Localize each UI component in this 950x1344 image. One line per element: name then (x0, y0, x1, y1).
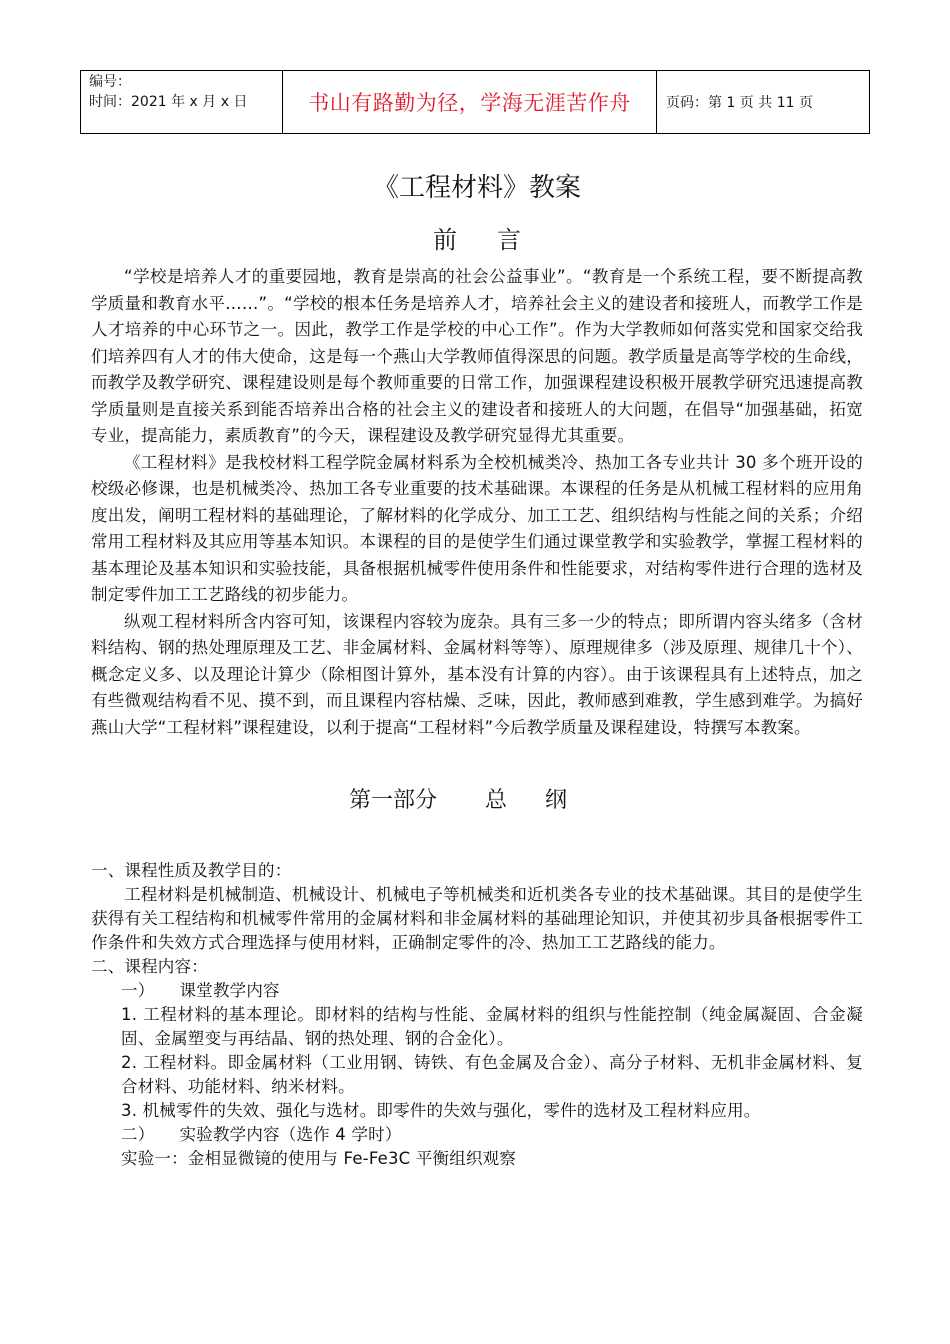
header-motto: 书山有路勤为径，学海无涯苦作舟 (283, 71, 657, 133)
header-meta-cell (81, 71, 283, 133)
document-number-label: 编号： (89, 74, 131, 90)
content-item-1: 1. 工程材料的基本理论。即材料的结构与性能、金属材料的组织与性能控制（纯金属凝固、合金凝固、金属塑变与再结晶、钢的热处理、钢的合金化）。 (121, 1005, 863, 1048)
experiment-item-1: 实验一：金相显微镜的使用与 Fe-Fe3C 平衡组织观察 (121, 1149, 517, 1168)
content-item-2: 2. 工程材料。即金属材料（工业用钢、铸铁、有色金属及合金）、高分子材料、无机非金属材料、复合材料、功能材料、纳米材料。 (121, 1053, 863, 1096)
document-body (91, 168, 863, 1171)
preface-title: 前言 (433, 226, 561, 254)
subsection-classroom: 一） 课堂教学内容 (121, 981, 280, 1000)
preface-paragraph-1: “学校是培养人才的重要园地，教育是崇高的社会公益事业”。“教育是一个系统工程，要不断提高教学质量和教育水平……”。“学校的根本任务是培养人才，培养社会主义的建设者和接班人，而教学工作是人才培养的中心环节之一。因此，教学工作是学校的中心工作”。作为大学教师如何落实党和国家交给我们培养四有人才的伟大使命，这是每一个燕山大学教师值得深思的问题。教学质量是高等学校的生命线，而教学及教学研究、课程建设则是每个教师重要的日常工作，加强课程建设积极开展教学研究迅速提高教学质量则是直接关系到能否培养出合格的社会主义的建设者和接班人的大问题，在倡导“加强基础，拓宽专业，提高能力，素质教育”的今天，课程建设及教学研究显得尤其重要。 (91, 267, 863, 445)
document-title: 《工程材料》教案 (372, 173, 581, 203)
content-item-3: 3. 机械零件的失效、强化与选材。即零件的失效与强化，零件的选材及工程材料应用。 (121, 1101, 761, 1120)
preface-paragraph-3: 纵观工程材料所含内容可知，该课程内容较为庞杂。具有三多一少的特点；即所谓内容头绪多（含材料结构、钢的热处理原理及工艺、非金属材料、金属材料等等）、原理规律多（涉及原理、规律几十个）、概念定义多、以及理论计算少（除相图计算外，基本没有计算的内容）。由于该课程具有上述特点，加之有些微观结构看不见、摸不到，而且课程内容枯燥、乏味，因此，教师感到难教，学生感到难学。为搞好燕山大学“工程材料”课程建设，以利于提高“工程材料”今后教学质量及课程建设，特撰写本教案。 (91, 611, 863, 737)
subsection-experiment: 二） 实验教学内容（选作 4 学时） (121, 1125, 402, 1144)
section-1-text: 工程材料是机械制造、机械设计、机械电子等机械类和近机类各专业的技术基础课。其目的是使学生获得有关工程结构和机械零件常用的金属材料和非金属材料的基础理论知识，并使其初步具备根据零件工作条件和失效方式合理选择与使用材料，正确制定零件的冷、热加工工艺路线的能力。 (91, 885, 863, 952)
part1-title (91, 781, 863, 821)
section-1-heading: 一、课程性质及教学目的： (91, 861, 292, 880)
section-2-heading: 二、课程内容： (91, 957, 208, 976)
document-time-label: 时间：2021 年 x 月 x 日 (89, 94, 248, 110)
part1-title-main: 第一部分 (348, 788, 437, 813)
header-table (80, 70, 870, 134)
part1-title-sub: 总纲 (485, 788, 606, 813)
preface-paragraph-2: 《工程材料》是我校材料工程学院金属材料系为全校机械类冷、热加工各专业共计 30 多个班开设的校级必修课，也是机械类冷、热加工各专业重要的技术基础课。本课程的任务是从机械工程材料的应用角度出发，阐明工程材料的基础理论，了解材料的化学成分、加工工艺、组织结构与性能之间的关系；介绍常用工程材料及其应用等基本知识。本课程的目的是使学生们通过课堂教学和实验教学，掌握工程材料的基本理论及基本知识和实验技能，具备根据机械零件使用条件和性能要求，对结构零件进行合理的选材及制定零件加工工艺路线的初步能力。 (91, 452, 863, 604)
header-page-info: 页码：第 1 页 共 11 页 (666, 95, 813, 111)
